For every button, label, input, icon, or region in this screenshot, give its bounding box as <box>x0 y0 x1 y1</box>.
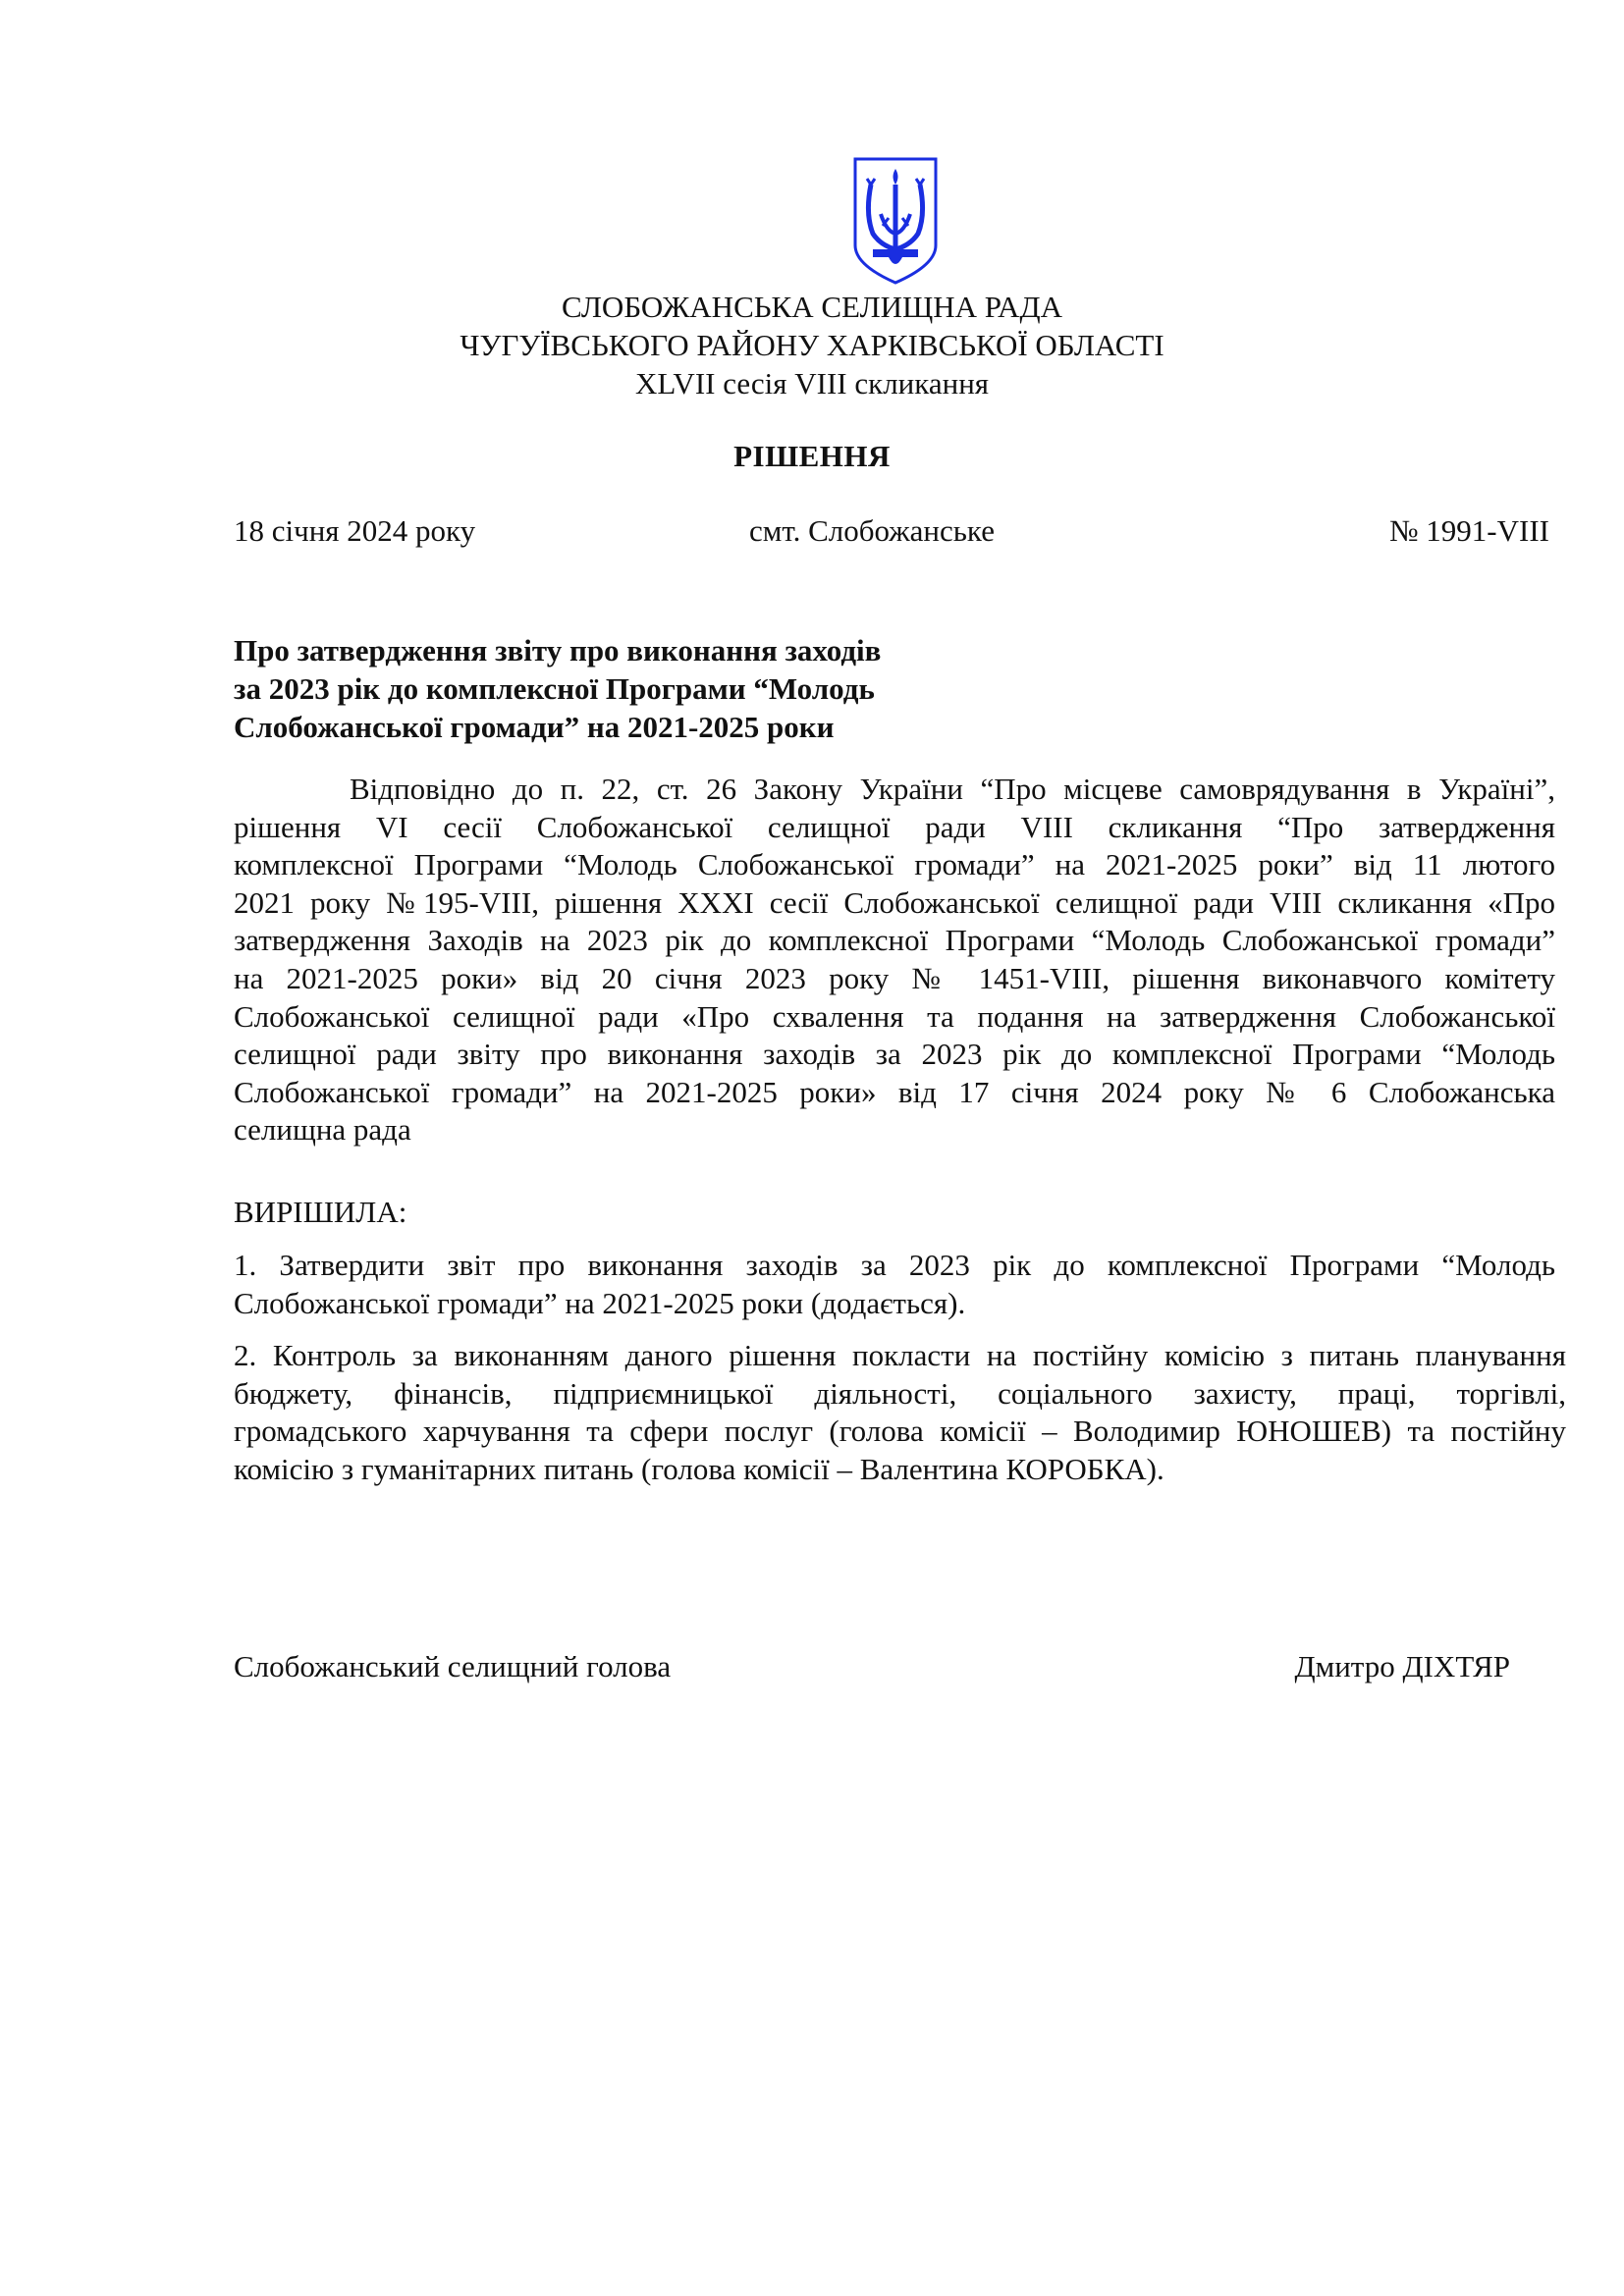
council-header <box>0 288 1624 402</box>
resolution-item-line: бюджету, фінансів, підприємницької діяльності, соціального захисту, праці, торгівлі, <box>234 1375 1566 1411</box>
resolution-item-line: 1. Затвердити звіт про виконання заходів за 2023 рік до комплексної Програми “Молодь <box>234 1248 1555 1282</box>
council-name: СЛОБОЖАНСЬКА СЕЛИЩНА РАДА <box>562 290 1062 324</box>
resolution-item-line: громадського харчування та сфери послуг (голова комісії – Володимир ЮНОШЕВ) та постійну <box>234 1414 1566 1449</box>
preamble-paragraph <box>234 771 1555 1149</box>
signature-block <box>234 1649 1510 1688</box>
resolution-item-line: 2. Контроль за виконанням даного рішення покласти на постійну комісію з питань планування <box>234 1338 1566 1372</box>
district-region: ЧУГУЇВСЬКОГО РАЙОНУ ХАРКІВСЬКОЇ ОБЛАСТІ <box>460 328 1164 362</box>
decision-number: № 1991-VIII <box>1388 513 1549 548</box>
subject-line: Слобожанської громади” на 2021-2025 роки <box>234 710 835 744</box>
preamble-line: 2021 року №195-VIII, рішення XXXI сесії Слобожанської селищної ради VIII скликання «Про <box>234 884 1555 920</box>
preamble-line: селищної ради звіту про виконання заходів за 2023 рік до комплексної Програми “Молодь <box>234 1037 1555 1072</box>
resolution-item-line: комісію з гуманітарних питань (голова комісії – Валентина КОРОБКА). <box>234 1451 1164 1486</box>
decision-place: смт. Слобожанське <box>749 513 995 548</box>
coat-of-arms-trident-icon <box>851 155 940 287</box>
decision-subject <box>234 631 1000 746</box>
session-info: XLVII сесія VIII скликання <box>634 366 990 400</box>
subject-line: за 2023 рік до комплексної Програми “Молодь <box>234 671 875 706</box>
preamble-line: Відповідно до п. 22, ст. 26 Закону України “Про місцеве самоврядування в Україні”, <box>350 772 1555 806</box>
preamble-line: комплексної Програми “Молодь Слобожанської громади” на 2021-2025 роки” від 11 лютого <box>234 847 1555 882</box>
resolution-item <box>234 1247 1555 1322</box>
preamble-line: рішення VI сесії Слобожанської селищної ради VIII скликання “Про затвердження <box>234 809 1555 844</box>
resolution-item-line: Слобожанської громади” на 2021-2025 роки (додається). <box>234 1285 966 1320</box>
resolved-label: ВИРІШИЛА: <box>234 1195 407 1229</box>
signatory-name: Дмитро ДІХТЯР <box>1294 1649 1510 1683</box>
decision-date: 18 січня 2024 року <box>234 513 476 548</box>
subject-line: Про затвердження звіту про виконання заходів <box>234 633 882 667</box>
preamble-line: Слобожанської селищної ради «Про схвалення та подання на затвердження Слобожанської <box>234 998 1555 1034</box>
preamble-line: затвердження Заходів на 2023 рік до комплексної Програми “Молодь Слобожанської громади” <box>234 923 1555 958</box>
preamble-line: Слобожанської громади” на 2021-2025 роки» від 17 січня 2024 року № 6 Слобожанська <box>234 1074 1555 1109</box>
signatory-position: Слобожанський селищний голова <box>234 1649 672 1683</box>
document-type-title: РІШЕННЯ <box>733 439 891 473</box>
resolution-item <box>234 1337 1566 1488</box>
preamble-line: на 2021-2025 роки» від 20 січня 2023 року № 1451-VIII, рішення виконавчого комітету <box>234 960 1555 995</box>
decision-meta <box>234 513 1549 553</box>
preamble-line: селищна рада <box>234 1112 411 1148</box>
